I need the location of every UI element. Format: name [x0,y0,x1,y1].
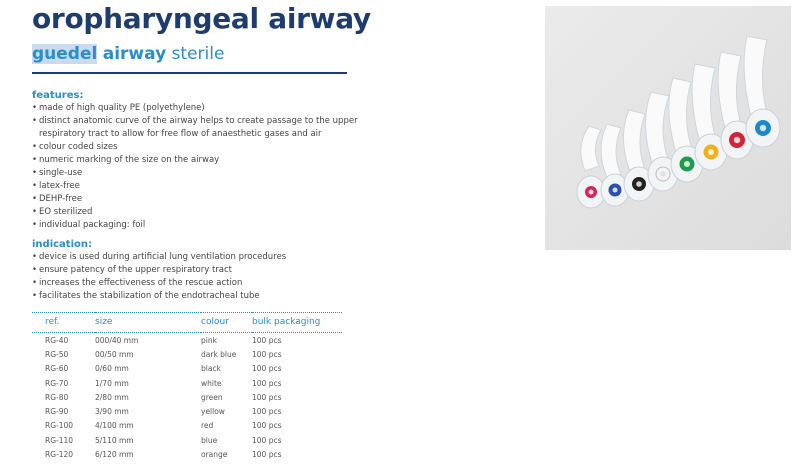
feature-item: • single-use [32,167,362,180]
indication-section [32,239,362,303]
features-section [32,90,362,232]
cell-colour: orange [201,450,228,460]
cell-size: 5/110 mm [95,435,134,445]
table-row [32,390,342,404]
cell-size: 000/40 mm [95,335,139,345]
cell-packaging: 100 pcs [252,349,282,359]
cell-colour: blue [201,435,218,445]
table-row [32,404,342,418]
cell-packaging: 100 pcs [252,378,282,388]
page-title: oropharyngeal airway [32,2,371,35]
cell-ref: RG-40 [45,335,69,345]
subtitle-light: sterile [171,44,225,64]
cell-colour: yellow [201,407,225,417]
cell-colour: red [201,421,214,431]
indication-item: • increases the effectiveness of the rescue action [32,277,362,290]
cell-ref: RG-90 [45,407,69,417]
cell-packaging: 100 pcs [252,407,282,417]
cell-size: 1/70 mm [95,378,129,388]
feature-item: • made of high quality PE (polyethylene) [32,102,362,115]
table-row [32,333,342,348]
feature-item: • colour coded sizes [32,141,362,154]
feature-item: • distinct anatomic curve of the airway helps to create passage to the upper respiratory tract to allow for free flow of anaesthetic gases and air [32,115,362,141]
page-subtitle [32,44,224,64]
table-row [32,347,342,361]
cell-size: 3/90 mm [95,407,129,417]
table-header-row [32,313,342,333]
cell-colour: dark blue [201,349,237,359]
indication-item: • device is used during artificial lung ventilation procedures [32,251,362,264]
cell-ref: RG-80 [45,392,69,402]
indication-list [32,251,362,303]
cell-size: 6/120 mm [95,450,134,460]
feature-item: • DEHP-free [32,193,362,206]
cell-packaging: 100 pcs [252,364,282,374]
features-list [32,102,362,232]
cell-packaging: 100 pcs [252,450,282,460]
column-header-colour: colour [201,313,252,333]
feature-item: • numeric marking of the size on the airway [32,154,362,167]
cell-packaging: 100 pcs [252,392,282,402]
table-row [32,362,342,376]
feature-item: • individual packaging: foil [32,219,362,232]
column-header-bulk-packaging: bulk packaging [252,313,342,333]
feature-item: • EO sterilized [32,206,362,219]
indication-item: • ensure patency of the upper respiratory tract [32,264,362,277]
guedel-airways-illustration [545,6,791,250]
cell-ref: RG-70 [45,378,69,388]
title-divider [32,72,347,74]
cell-colour: black [201,364,221,374]
indication-heading: indication: [32,239,93,250]
indication-item: • facilitates the stabilization of the endotracheal tube [32,290,362,303]
feature-item: • latex-free [32,180,362,193]
column-header-size: size [95,313,201,333]
table-row [32,419,342,433]
cell-ref: RG-100 [45,421,74,431]
cell-ref: RG-120 [45,450,74,460]
table-row [32,376,342,390]
cell-size: 4/100 mm [95,421,134,431]
subtitle-bold: airway [102,44,167,64]
product-photo [545,6,791,250]
subtitle-highlight: guedel [32,44,98,64]
cell-size: 2/80 mm [95,392,129,402]
column-header-ref: ref. [32,313,95,333]
cell-colour: pink [201,335,217,345]
cell-ref: RG-110 [45,435,74,445]
cell-size: 00/50 mm [95,349,134,359]
cell-packaging: 100 pcs [252,421,282,431]
features-heading: features: [32,90,84,101]
table-row [32,433,342,447]
cell-colour: white [201,378,222,388]
cell-packaging: 100 pcs [252,435,282,445]
product-specification-table [32,312,342,462]
cell-packaging: 100 pcs [252,335,282,345]
cell-ref: RG-50 [45,349,69,359]
cell-size: 0/60 mm [95,364,129,374]
cell-ref: RG-60 [45,364,69,374]
table-row [32,447,342,461]
cell-colour: green [201,392,223,402]
